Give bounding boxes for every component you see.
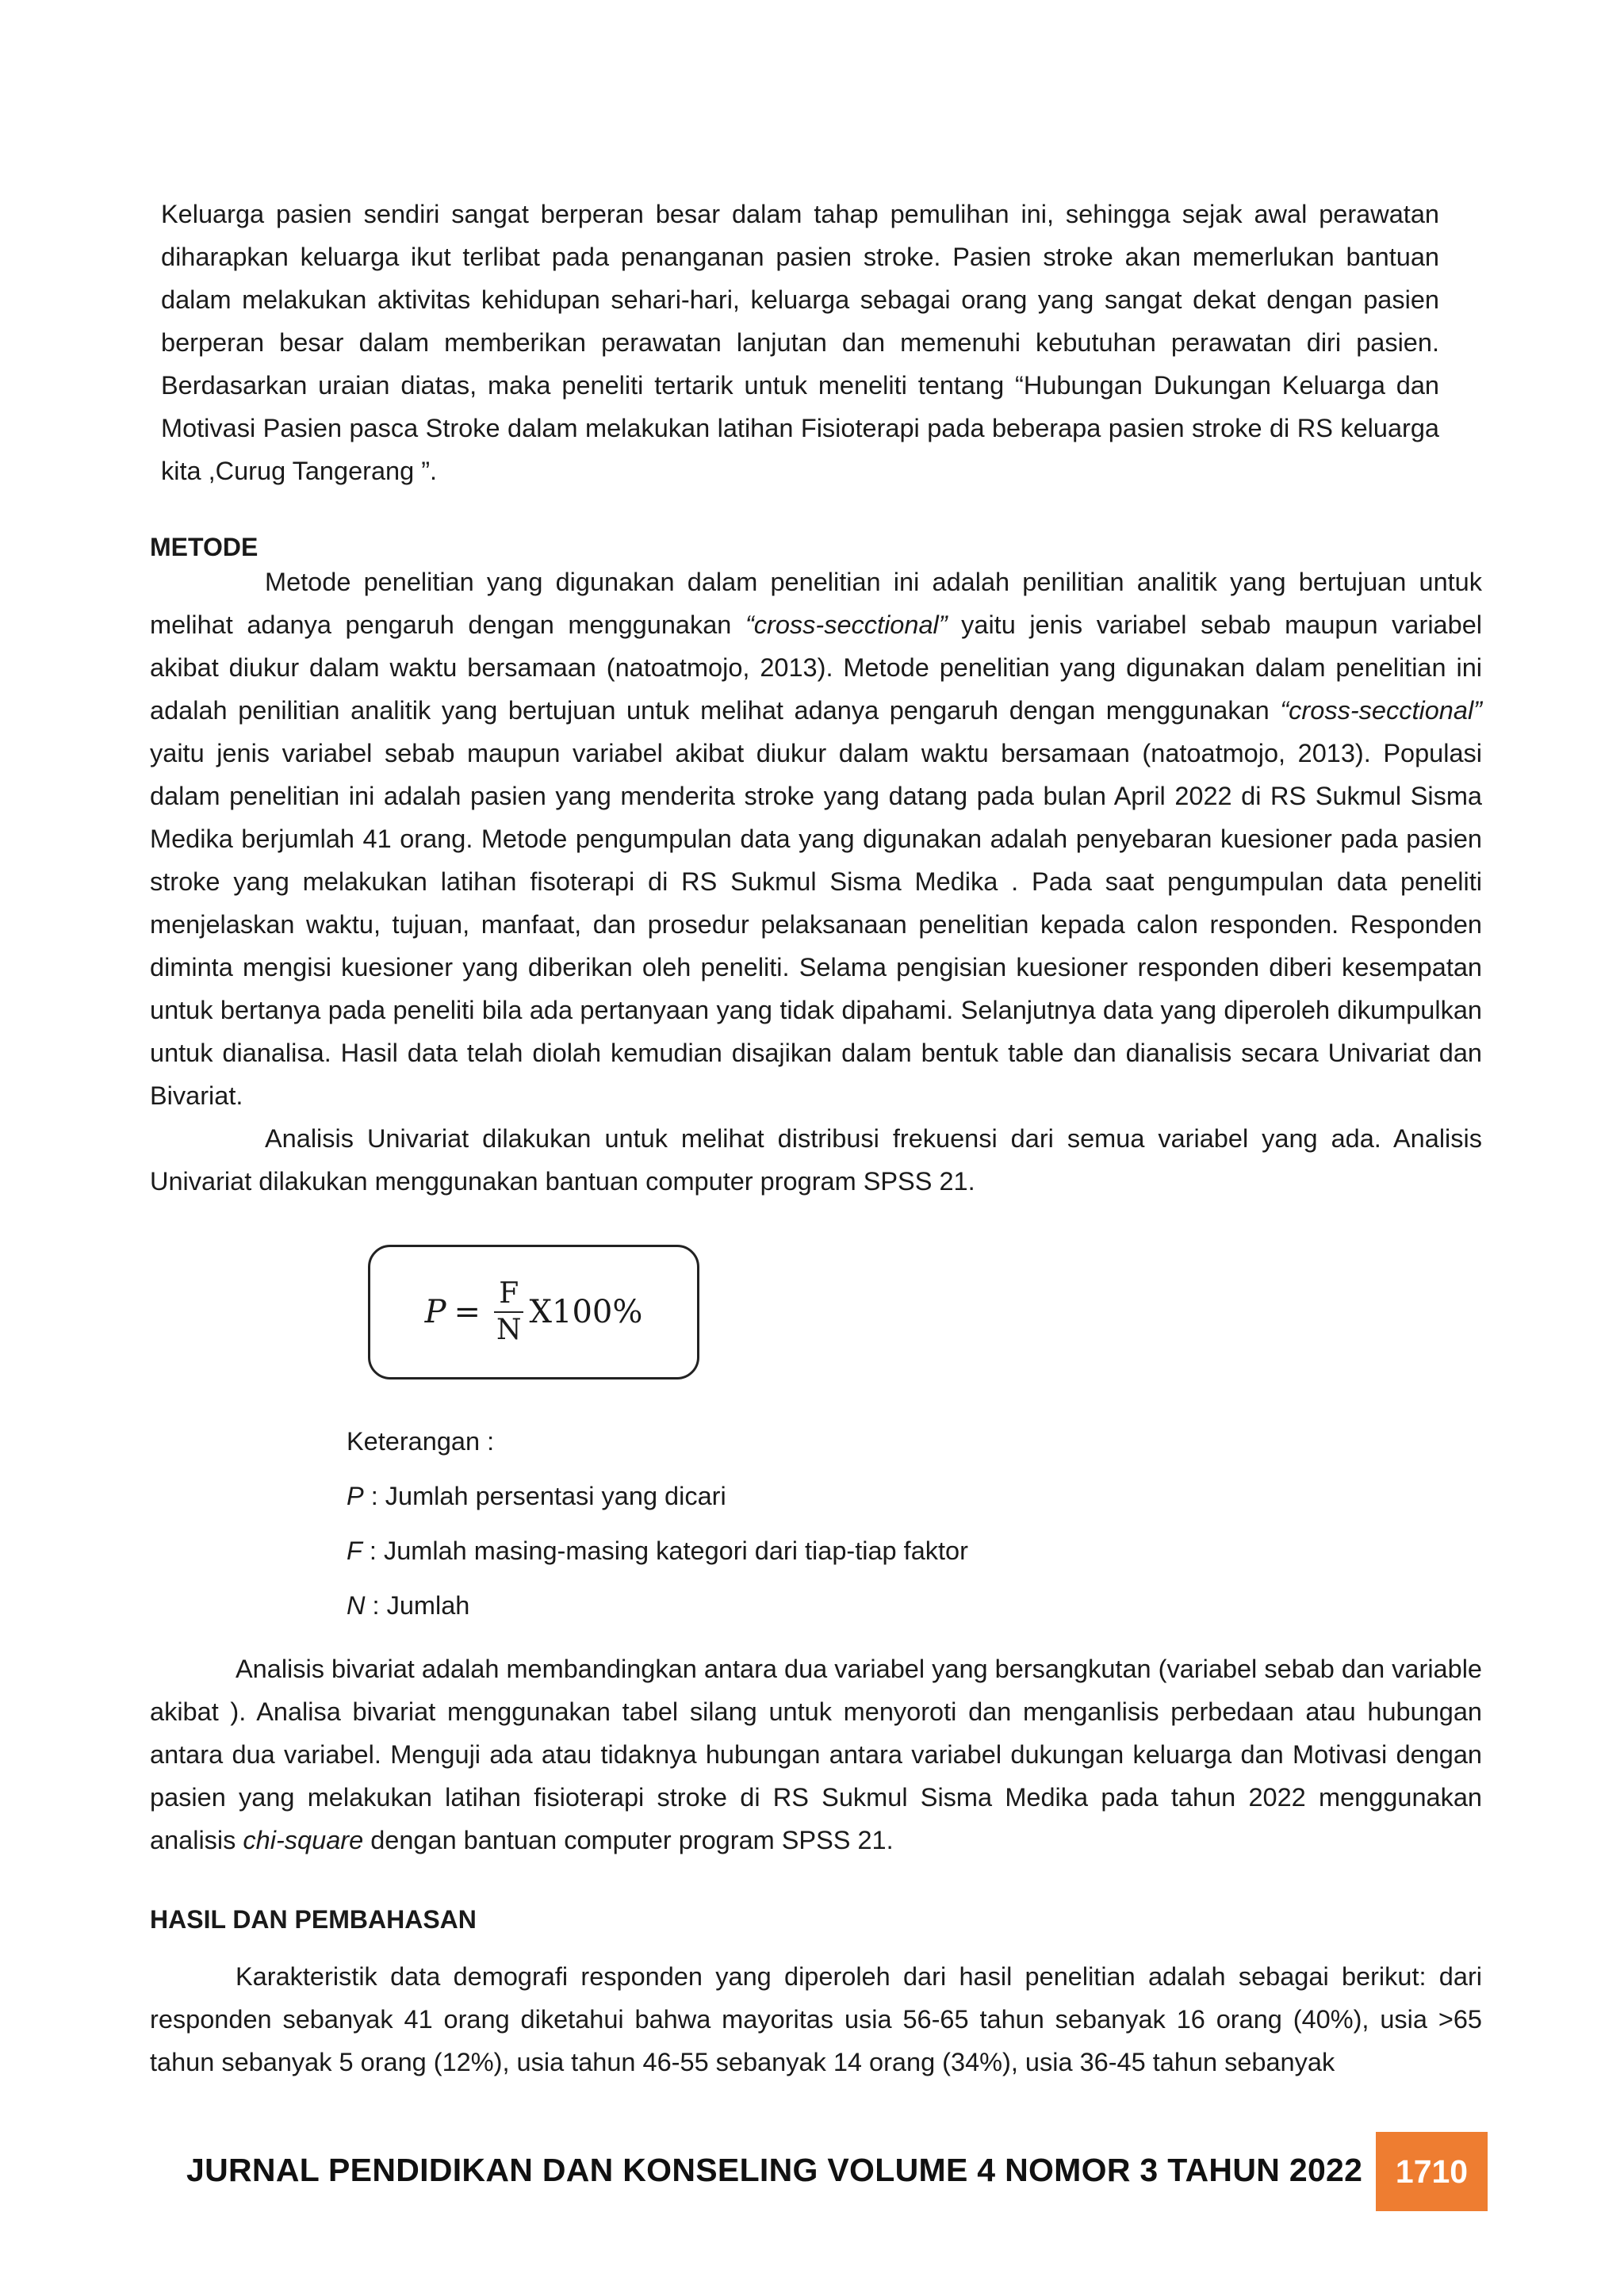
page-number: 1710 — [1395, 2152, 1469, 2190]
keterangan-item-f — [347, 1536, 968, 1566]
keterangan-item-p — [347, 1482, 726, 1511]
percentage-formula — [368, 1245, 699, 1380]
page-number-badge — [1376, 2132, 1488, 2211]
hasil-paragraph: Karakteristik data demografi responden yang diperoleh dari hasil penelitian adalah sebagai berikut: dari responden sebanyak 41 orang diketahui bahwa mayoritas usia 56-65 tahun sebanyak 16 orang (40%), usia >65 tahun sebanyak 5 orang (12%), usia tahun 46-55 sebanyak 14 orang (34%), usia 36-45 tahun sebanyak — [150, 1962, 1482, 2076]
keterangan-symbol: F — [347, 1536, 362, 1565]
metode-text-c: yaitu jenis variabel sebab maupun variabel akibat diukur dalam waktu bersamaan (natoatmojo, 2013). Metode penelitian yang digunakan dalam penelitian ini adalah penilitian analitik yang bertujuan untuk melihat adanya pengaruh dengan menggunakan — [150, 610, 1482, 725]
metode-heading: METODE — [150, 533, 259, 561]
metode-term-cross-sectional-2: “cross-secctional” — [1280, 696, 1482, 725]
keterangan-desc: : Jumlah persentasi yang dicari — [363, 1482, 726, 1510]
metode-text-e: yaitu jenis variabel sebab maupun variabel akibat diukur dalam waktu bersamaan (natoatmojo, 2013). Populasi dalam penelitian ini adalah pasien yang menderita stroke yang datang pada bulan April 2022 di RS Sukmul Sisma Medika berjumlah 41 orang. Metode pengumpulan data yang digunakan adalah penyebaran kuesioner pada pasien stroke yang melakukan latihan fisoterapi di RS Sukmul Sisma Medika . Pada saat pengumpulan data peneliti menjelaskan waktu, tujuan, manfaat, dan prosedur pelaksanaan penelitian kepada calon responden. Responden diminta mengisi kuesioner yang diberikan oleh peneliti. Selama pengisian kuesioner responden diberi kesempatan untuk bertanya pada peneliti bila ada pertanyaan yang tidak dipahami. Selanjutnya data yang diperoleh dikumpulkan untuk dianalisa. Hasil data telah diolah kemudian disajikan dalam bentuk table dan dianalisis secara Univariat dan Bivariat. — [150, 739, 1482, 1110]
keterangan-symbol: N — [347, 1591, 366, 1620]
keterangan-desc: : Jumlah — [365, 1591, 470, 1620]
formula-numerator: F — [494, 1278, 523, 1313]
metode-paragraph-2: Analisis Univariat dilakukan untuk melihat distribusi frekuensi dari semua variabel yang ada. Analisis Univariat dilakukan menggunakan bantuan computer program SPSS 21. — [150, 1124, 1482, 1196]
formula-lhs: P — [424, 1294, 446, 1330]
bivariat-paragraph — [150, 1647, 1482, 1862]
metode-paragraph-1 — [150, 561, 1482, 1117]
intro-paragraph: Keluarga pasien sendiri sangat berperan besar dalam tahap pemulihan ini, sehingga sejak awal perawatan diharapkan keluarga ikut terlibat pada penanganan pasien stroke. Pasien stroke akan memerlukan bantuan dalam melakukan aktivitas kehidupan sehari-hari, keluarga sebagai orang yang sangat dekat dengan pasien berperan besar dalam memberikan perawatan lanjutan dan memenuhi kebutuhan perawatan diri pasien. Berdasarkan uraian diatas, maka peneliti tertarik untuk meneliti tentang “Hubungan Dukungan Keluarga dan Motivasi Pasien pasca Stroke dalam melakukan latihan Fisioterapi pada beberapa pasien stroke di RS keluarga kita ,Curug Tangerang ”. — [161, 200, 1439, 485]
keterangan-title: Keterangan : — [347, 1427, 495, 1456]
keterangan-item-n — [347, 1591, 469, 1621]
bivariat-text-c: dengan bantuan computer program SPSS 21. — [363, 1826, 894, 1854]
keterangan-symbol: P — [347, 1482, 364, 1510]
metode-term-cross-sectional-1: “cross-secctional” — [745, 610, 948, 639]
formula-suffix: X100% — [529, 1294, 643, 1330]
keterangan-desc: : Jumlah masing-masing kategori dari tiap-tiap faktor — [362, 1536, 968, 1565]
bivariat-text-a: Analisis bivariat adalah membandingkan antara dua variabel yang bersangkutan (variabel sebab dan variable akibat ). Analisa bivariat menggunakan tabel silang untuk menyoroti dan menganlisis perbedaan atau hubungan antara dua variabel. Menguji ada atau tidaknya hubungan antara variabel dukungan keluarga dan Motivasi dengan pasien yang melakukan latihan fisioterapi stroke di RS Sukmul Sisma Medika pada tahun 2022 menggunakan analisis — [150, 1655, 1482, 1854]
formula-equals: = — [454, 1294, 481, 1330]
formula-denominator: N — [496, 1314, 522, 1346]
metode-text-a: Metode penelitian yang digunakan dalam penelitian ini adalah penilitian analitik yang bertujuan untuk melihat adanya pengaruh dengan menggunakan — [150, 568, 1482, 639]
bivariat-term-chi-square: chi-square — [243, 1826, 364, 1854]
journal-footer-title: JURNAL PENDIDIKAN DAN KONSELING VOLUME 4 NOMOR 3 TAHUN 2022 — [186, 2152, 1363, 2188]
hasil-heading: HASIL DAN PEMBAHASAN — [150, 1905, 477, 1934]
formula-fraction — [492, 1278, 527, 1346]
